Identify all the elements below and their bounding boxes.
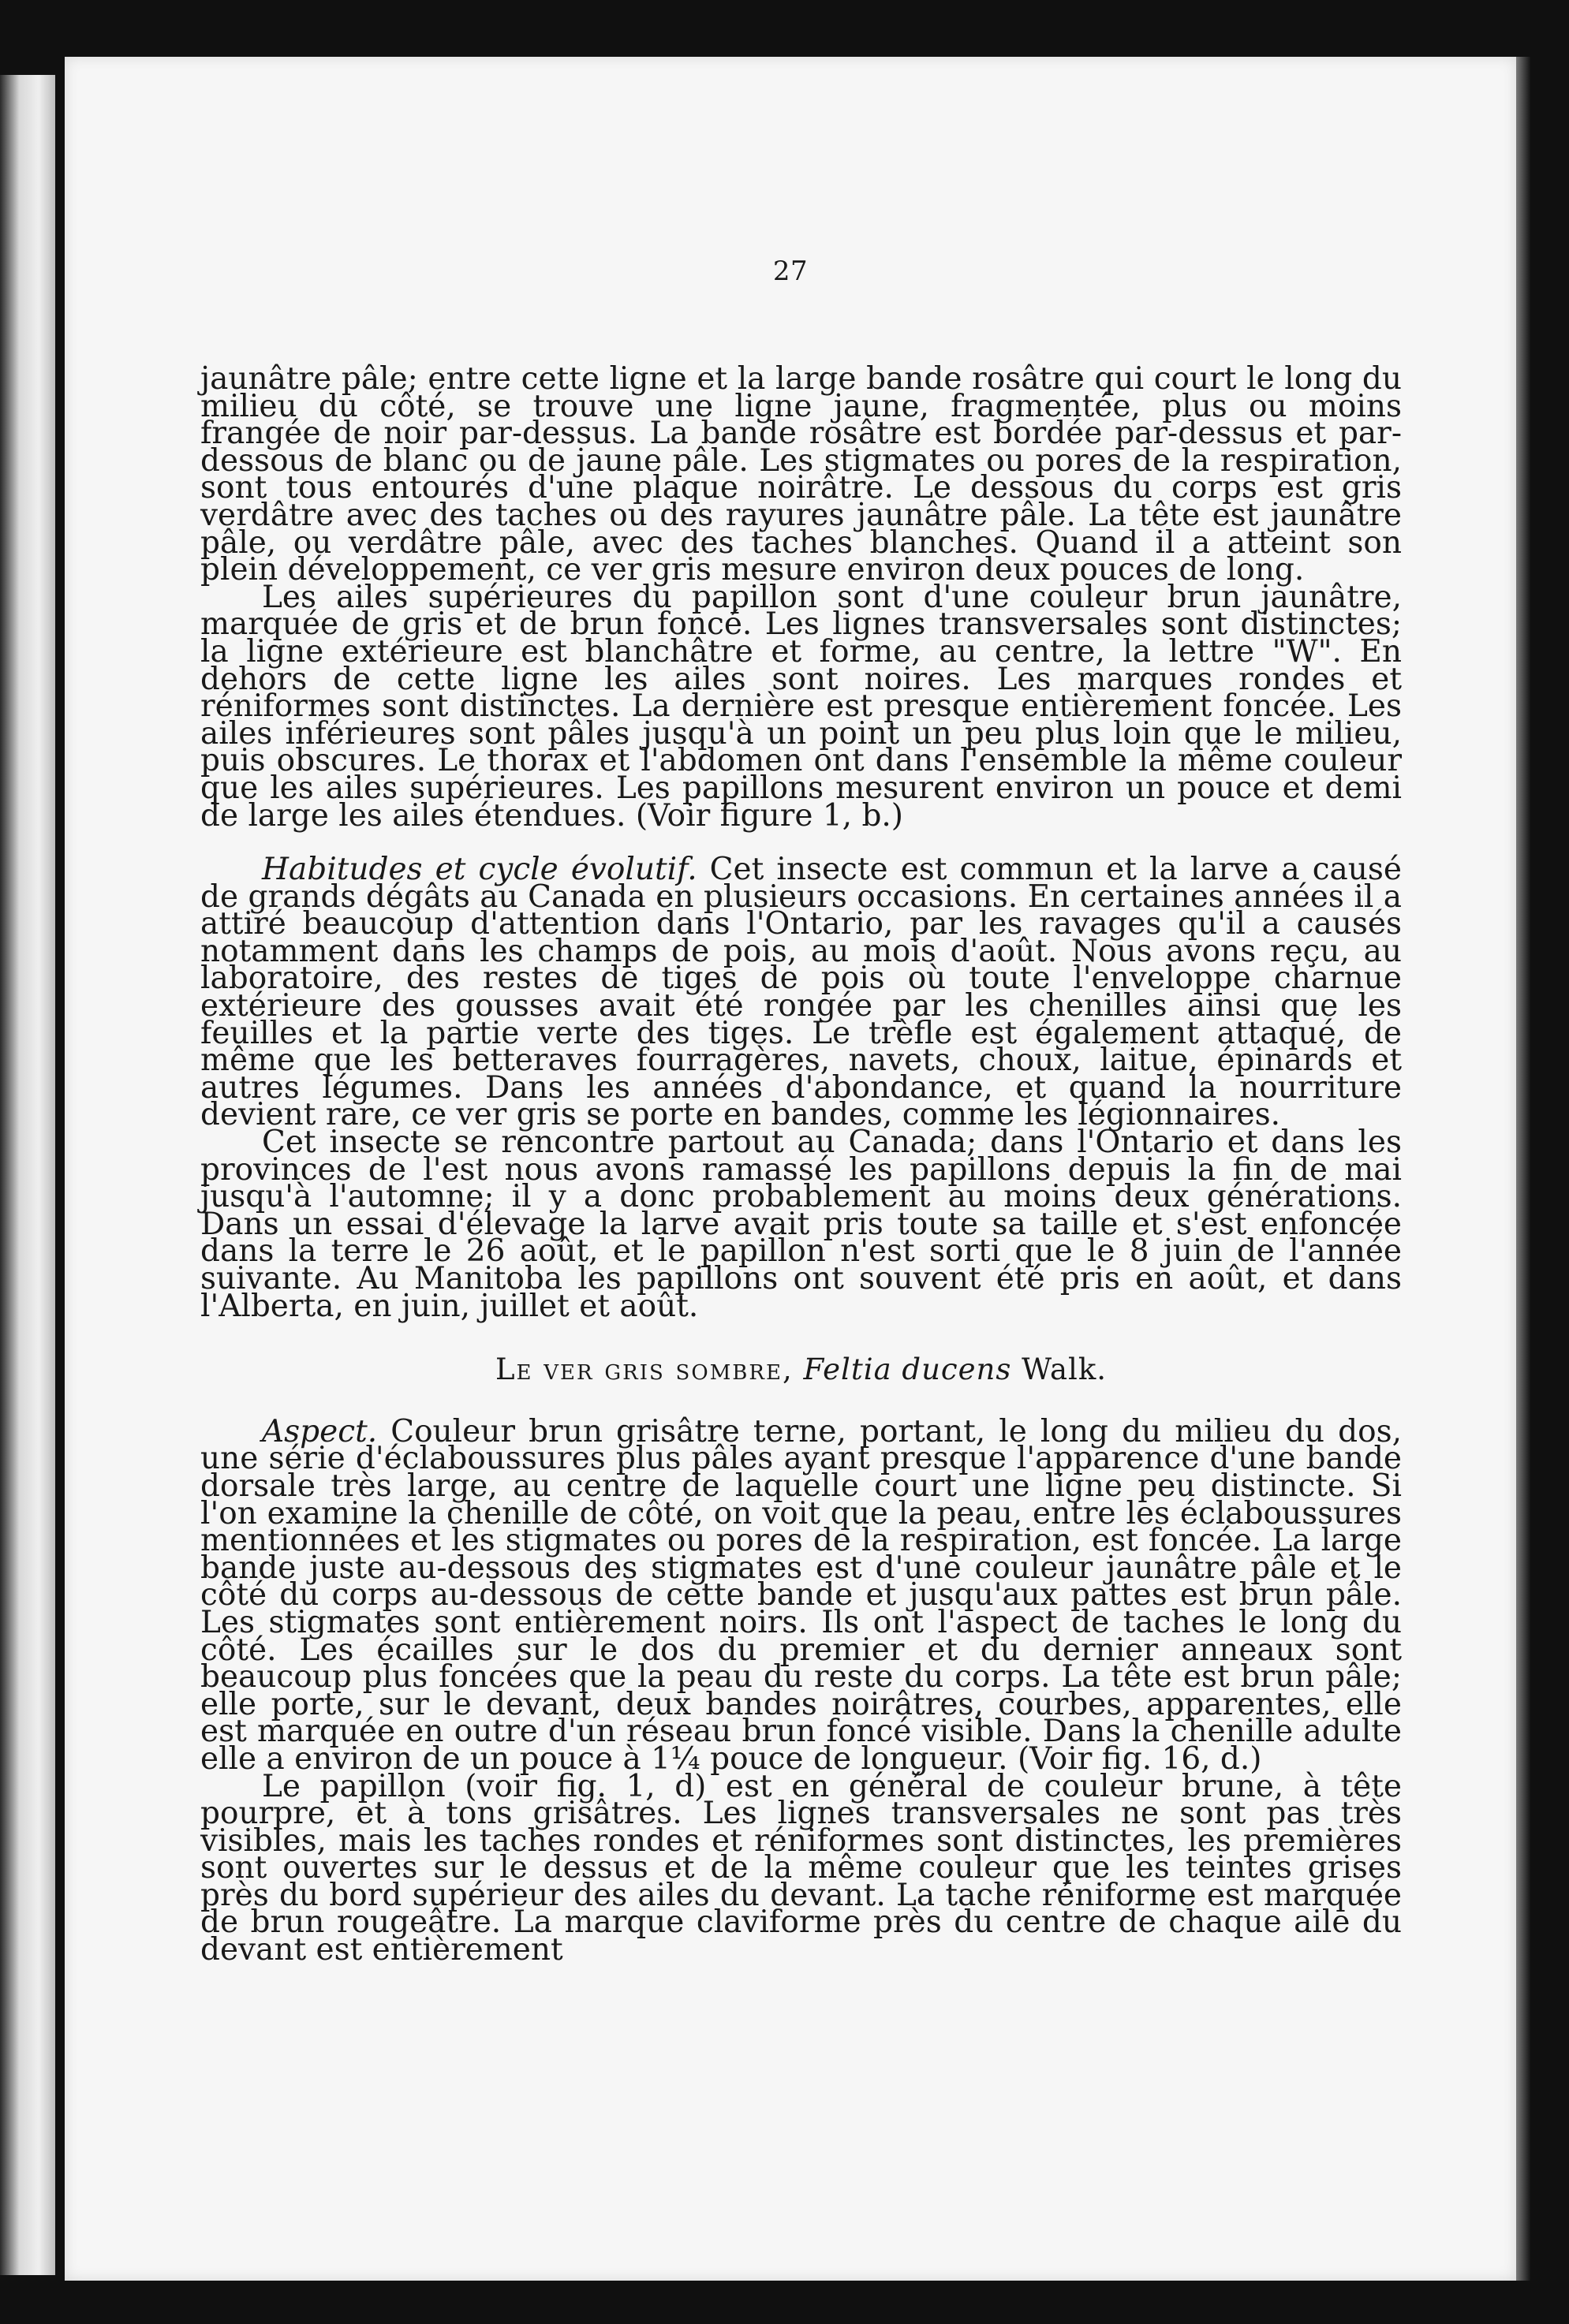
paragraph-moth-description: Les ailes supérieures du papillon sont d'une couleur brun jaunâtre, marquée de gris et de brun foncé. Les lignes transversales sont distinctes; la ligne extérieure est blanchâtre et forme, au centre, la lettre "W". En dehors de cette ligne les ailes sont noires. Les marques rondes et réniformes sont distinctes. La dernière est presque entièrement foncée. Les ailes inférieures sont pâles jusqu'à un point un peu plus loin que le milieu, puis obscures. Le thorax et l'abdomen ont dans l'ensemble la même couleur que les ailes supérieures. Les papillons mesurent environ un pouce et demi de large les ailes étendues. (Voir figure 1, b.) xyxy=(200,579,1402,834)
heading-common-name: Le ver gris sombre, xyxy=(495,1352,794,1387)
heading-species-name: Feltia ducens xyxy=(803,1352,1012,1387)
scanned-page xyxy=(65,57,1516,2281)
aspect-heading: Aspect. xyxy=(262,1413,378,1449)
adjacent-page-edge xyxy=(0,75,55,2275)
habits-heading: Habitudes et cycle évolutif. xyxy=(262,852,697,888)
section-heading xyxy=(200,1352,1402,1387)
paragraph-aspect xyxy=(200,1413,1402,1777)
heading-author: Walk. xyxy=(1022,1352,1108,1387)
habits-text: Cet insecte est commun et la larve a causé de grands dégâts au Canada en plusieurs occasions. En certaines années il a attiré beaucoup d'attention dans l'Ontario, par les ravages qu'il a causés notamment dans les champs de pois, au mois d'août. Nous avons reçu, au laboratoire, des restes de tiges de pois où toute l'enveloppe charnue extérieure des gousses avait été rongée par les chenilles ainsi que les feuilles et la partie verte des tiges. Le trèfle est également attaqué, de même que les betteraves fourragères, navets, choux, laitue, épinards et autres légumes. Dans les années d'abondance, et quand la nourriture devient rare, ce ver gris se porte en bandes, comme les légionnaires. xyxy=(200,852,1402,1133)
aspect-text: Couleur brun grisâtre terne, portant, le long du milieu du dos, une série d'éclaboussures plus pâles ayant presque l'apparence d'une bande dorsale très large, au centre de laquelle court une ligne peu distincte. Si l'on examine la chenille de côté, on voit que la peau, entre les éclaboussures mentionnées et les stigmates ou pores de la respiration, est foncée. La large bande juste au-dessous des stigmates est d'une couleur jaunâtre pâle et le côté du corps au-dessous de cette bande et jusqu'aux pattes est brun pâle. Les stigmates sont entièrement noirs. Ils ont l'aspect de taches le long du côté. Les écailles sur le dos du premier et du dernier anneaux sont beaucoup plus foncées que la peau du reste du corps. La tête est brun pâle; elle porte, sur le devant, deux bandes noirâtres, courbes, apparentes, elle est marquée en outre d'un réseau brun foncé visible. Dans la chenille adulte elle a environ de un pouce à 1¼ pouce de longueur. (Voir fig. 16, d.) xyxy=(200,1413,1402,1777)
paragraph-continuation: jaunâtre pâle; entre cette ligne et la large bande rosâtre qui court le long du milieu du côté, se trouve une ligne jaune, fragmentée, plus ou moins frangée de noir par-dessus. La bande rosâtre est bordée par-dessus et par-dessous de blanc ou de jaune pâle. Les stigmates ou pores de la respiration, sont tous entourés d'une plaque noirâtre. Le dessous du corps est gris verdâtre avec des taches ou des rayures jaunâtre pâle. La tête est jaunâtre pâle, ou verdâtre pâle, avec des taches blanches. Quand il a atteint son plein développement, ce ver gris mesure environ deux pouces de long. xyxy=(200,361,1402,588)
page-shadow xyxy=(1516,57,1530,2281)
paragraph-moth-adult: Le papillon (voir fig. 1, d) est en général de couleur brune, à tête pourpre, et à tons grisâtres. Les lignes transversales ne sont pas très visibles, mais les taches rondes et réniformes sont distinctes, les premières sont ouvertes sur le dessus et de la même couleur que les teintes grises près du bord supérieur des ailes du devant. La tache réniforme est marquée de brun rougeâtre. La marque claviforme près du centre de chaque aile du devant est entièrement xyxy=(200,1768,1402,1968)
page-body xyxy=(200,361,1402,1968)
paragraph-habits xyxy=(200,852,1402,1133)
page-number: 27 xyxy=(772,256,809,287)
paragraph-distribution: Cet insecte se rencontre partout au Canada; dans l'Ontario et dans les provinces de l'est nous avons ramassé les papillons depuis la fin de mai jusqu'à l'automne; il y a donc probablement au moins deux générations. Dans un essai d'élevage la larve avait pris toute sa taille et s'est enfoncée dans la terre le 26 août, et le papillon n'est sorti que le 8 juin de l'année suivante. Au Manitoba les papillons ont souvent été pris en août, et dans l'Alberta, en juin, juillet et août. xyxy=(200,1125,1402,1324)
